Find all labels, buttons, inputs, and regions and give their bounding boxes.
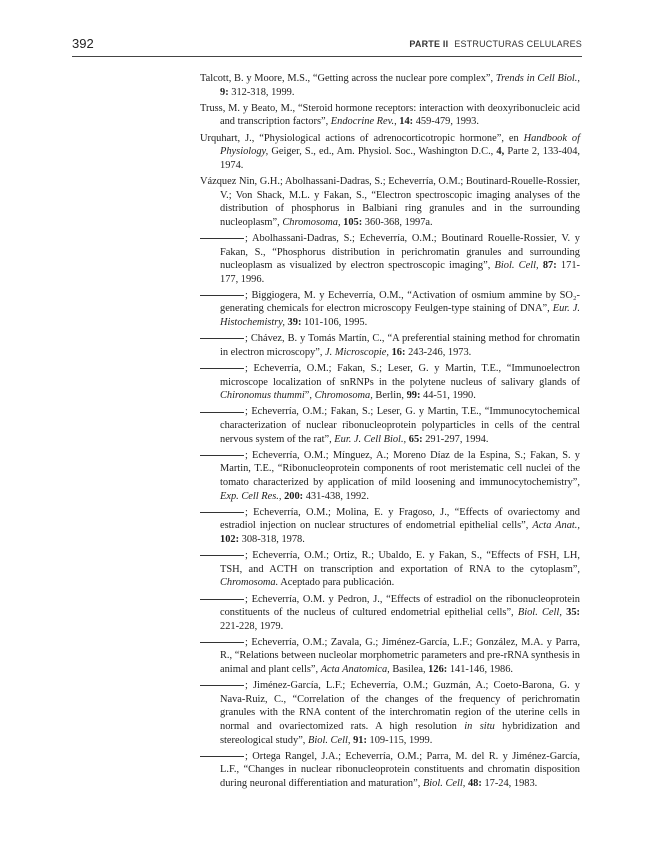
reference-text: Biol. Cell, — [308, 734, 351, 746]
reference-entry — [200, 593, 580, 634]
reference-entry — [200, 289, 580, 330]
reference-entry — [200, 549, 580, 590]
reference-text: 291-297, 1994. — [422, 433, 489, 445]
reference-text: Eur. J. Histochemistry, — [220, 303, 580, 329]
header-rule — [72, 56, 582, 57]
reference-text: 39: — [287, 317, 302, 329]
reference-text: Truss, M. y Beato, M., “Steroid hormone receptors: interaction with deoxyribonucleic acid and transcription factors”, — [200, 102, 580, 128]
reference-text: 459-479, 1993. — [413, 116, 479, 128]
reference-text: ; Echeverría, O.M.; Zavala, G.; Jiménez-García, L.F.; González, M.A. y Parra, R., “Relations between nucleolar morphometric parameters and pre-rRNA synthesis in animal and plant cells”, — [220, 636, 580, 676]
reference-text: J. Microscopie, — [325, 346, 389, 358]
reference-text: Endocrine Rev. — [330, 116, 395, 128]
reference-text: 312-318, 1999. — [228, 86, 295, 98]
reference-text: ; Echeverría, O.M.; Fakan, S.; Leser, G. y Martin, T.E., “Immunoelectron microscope localization of snRNPs in the polytene nucleus of salivary glands of — [220, 363, 580, 388]
reference-text: ; Echeverría, O.M. y Pedron, J., “Effects of estradiol on the ribonucleoprotein constituents of the nucleus of cultured endometrial epithelial cells”, — [220, 593, 580, 619]
reference-text: 200: — [284, 490, 304, 502]
reference-text: 360-368, 1997a. — [362, 216, 433, 228]
reference-text: in situ — [464, 721, 495, 733]
reference-text: 65: — [408, 433, 423, 445]
reference-entry — [200, 679, 580, 747]
reference-text: Biol. Cell, — [517, 607, 562, 619]
reference-text: Talcott, B. y Moore, M.S., “Getting across the nuclear pore complex”, — [200, 73, 496, 84]
reference-text: ; Abolhassani-Dadras, S.; Echeverría, O.M.; Boutinard Rouelle-Rossier, V. y Fakan, S., “Phosphorus distribution in perichromatin granules and surrounding nucleoplasm as visualized by electron spectroscopic imaging”, — [220, 232, 580, 272]
reference-text: ; Echeverría, O.M.; Molina, E. y Fragoso, J., “Effects of ovariectomy and estradiol injection on nuclear structures of endometrial epithelial cells”, — [220, 506, 580, 532]
reference-text: 109-115, 1999. — [366, 734, 433, 746]
reference-text: hybridization and stereological study”, — [220, 721, 580, 746]
reference-text: 91: — [353, 734, 367, 746]
ditto-dash — [200, 368, 244, 369]
reference-text: 4, — [496, 146, 505, 158]
reference-text: 308-318, 1978. — [239, 533, 305, 545]
reference-text: Acta Anat., — [532, 520, 580, 532]
reference-entry — [200, 750, 580, 791]
reference-text: ; Biggiogera, M. y Echeverría, O.M., “Activation of osmium ammine by SO₂-generating chemicals for electron microscopy Feulgen-type staining of DNA”, — [220, 289, 580, 315]
reference-text: ”, — [304, 390, 315, 402]
reference-text: 44-51, 1990. — [420, 390, 476, 402]
running-head — [409, 39, 582, 49]
reference-text: Parte 2, 133-404, 1974. — [220, 146, 580, 171]
reference-text: , — [394, 116, 400, 128]
reference-entry — [200, 132, 580, 173]
reference-text: 87: — [542, 260, 557, 272]
ditto-dash — [200, 295, 244, 296]
reference-text: Eur. J. Cell Biol., — [334, 433, 407, 445]
reference-text: Chromosoma, — [314, 390, 373, 402]
reference-entry — [200, 332, 580, 359]
reference-text: 171-177, 1996. — [220, 260, 580, 285]
reference-text: Chironomus thummi — [220, 390, 305, 402]
reference-entry — [200, 72, 580, 99]
reference-text: ; Jiménez-García, L.F.; Echeverría, O.M.; Guzmán, A.; Coeto-Barona, G. y Nava-Ruiz, C., “Correlation of the changes of the frequency of perichromatin granules with the RNA content of the interchromatin region of the uterine cells in normal and ovariectomized rats. A high resolution — [220, 680, 580, 733]
reference-text: Urquhart, J., “Physiological actions of adrenocorticotropic hormone”, en — [200, 132, 524, 144]
reference-text: Vázquez Nin, G.H.; Abolhassani-Dadras, S.; Echeverría, O.M.; Boutinard-Rouelle-Rossier, V.; Von Shack, M.L. y Fakan, S., “Electron spectroscopic imaging analyses of the distribution of phosphorus in Balbiani ring granules and in the surrounding nucleoplasm”, — [200, 175, 580, 228]
reference-entry — [200, 405, 580, 446]
reference-text: 35: — [566, 607, 580, 619]
reference-text: 126: — [428, 664, 448, 676]
ditto-dash — [200, 512, 244, 513]
reference-text: 243-246, 1973. — [405, 346, 472, 358]
reference-entry — [200, 102, 580, 129]
reference-text: Chromosoma, — [282, 216, 341, 228]
reference-text: 431-438, 1992. — [303, 490, 369, 502]
reference-text: , — [577, 73, 581, 84]
part-title: ESTRUCTURAS CELULARES — [454, 39, 582, 49]
reference-entry — [200, 362, 580, 403]
reference-text: Berlin, — [372, 390, 407, 402]
reference-text: Aceptado para publicación. — [278, 577, 395, 589]
reference-text: Biol. Cell, — [422, 778, 466, 789]
reference-text: ; Echeverría, O.M.; Mínguez, A.; Moreno Díaz de la Espina, S.; Fakan, S. y Martin, T.E., “Ribonucleoprotein components of root meristematic cell nuclei of the tomato characterized by application of mild loosening and immunocytochemistry”, — [220, 449, 580, 488]
reference-text: ; Echeverría, O.M.; Ortiz, R.; Ubaldo, E. y Fakan, S., “Effects of FSH, LH, TSH, and ACTH on transcription and exportation of RNA to the cytoplasm”, — [220, 550, 580, 575]
reference-text: ; Ortega Rangel, J.A.; Echeverría, O.M.; Parra, M. del R. y Jiménez-García, L.F., “Changes in nuclear ribonucleoprotein constituents and chromatin disposition during neuronal differentiation and maturation”, — [220, 750, 580, 789]
ditto-dash — [200, 599, 244, 600]
ditto-dash — [200, 412, 244, 413]
reference-text: Exp. Cell Res., — [220, 490, 282, 502]
reference-text: Basilea, — [389, 664, 429, 676]
reference-text: Handbook of Physiology, — [220, 132, 581, 158]
reference-entry — [200, 636, 580, 677]
reference-text: 102: — [220, 533, 240, 545]
reference-text: Acta Anatomica, — [320, 664, 390, 676]
page-number: 392 — [72, 36, 94, 51]
reference-text: 17-24, 1983. — [481, 778, 538, 789]
reference-entry — [200, 506, 580, 547]
reference-text: ; Chávez, B. y Tomás Martín, C., “A preferential staining method for chromatin in electron microscopy”, — [220, 333, 580, 358]
reference-text: ; Echeverría, O.M.; Fakan, S.; Leser, G. y Martin, T.E., “Immunocytochemical characterization of nuclear ribonucleoprotein polyparticles in cells of the central nervous system of the rat”, — [220, 406, 580, 445]
reference-text: Geiger, S., ed., Am. Physiol. Soc., Washington D.C., — [268, 146, 497, 158]
ditto-dash — [200, 685, 244, 686]
ditto-dash — [200, 555, 244, 556]
ditto-dash — [200, 756, 244, 757]
reference-text: 14: — [399, 116, 414, 128]
reference-entry — [200, 175, 580, 229]
reference-text: Trends in Cell Biol. — [495, 73, 578, 84]
ditto-dash — [200, 642, 244, 643]
page-header — [72, 36, 582, 56]
reference-text: 105: — [343, 216, 363, 228]
reference-text: 141-146, 1986. — [447, 664, 514, 676]
ditto-dash — [200, 338, 244, 339]
reference-text: 221-228, 1979. — [220, 620, 284, 632]
reference-text: 48: — [467, 778, 482, 789]
reference-list — [200, 72, 580, 793]
ditto-dash — [200, 238, 244, 239]
part-label: PARTE II — [409, 39, 449, 49]
reference-entry — [200, 232, 580, 286]
reference-text: 99: — [406, 390, 421, 402]
reference-text: Biol. Cell, — [494, 260, 539, 272]
reference-text: 16: — [391, 346, 406, 358]
reference-text: Chromosoma. — [220, 577, 279, 589]
reference-entry — [200, 449, 580, 503]
reference-text: 9: — [220, 86, 229, 98]
reference-text: 101-106, 1995. — [301, 317, 368, 329]
ditto-dash — [200, 455, 244, 456]
